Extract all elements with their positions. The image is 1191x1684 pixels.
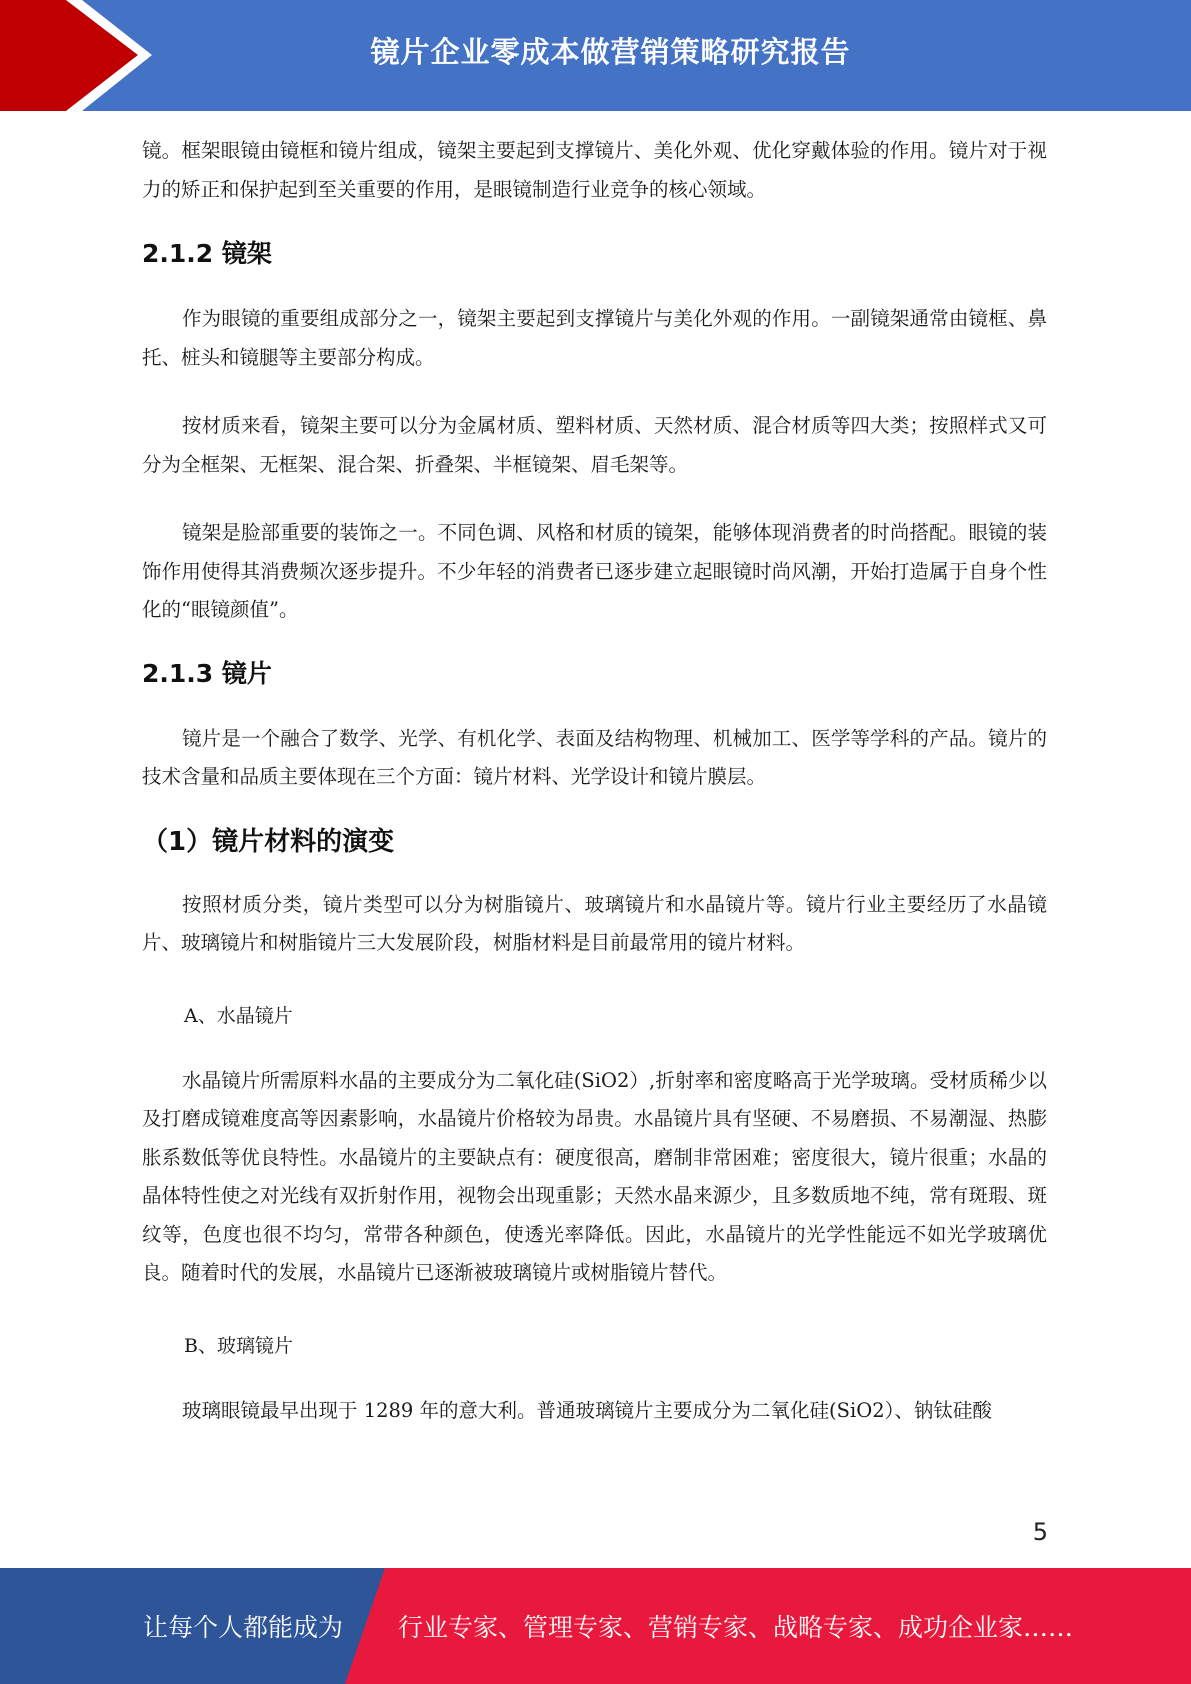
paragraph: 作为眼镜的重要组成部分之一，镜架主要起到支撑镜片与美化外观的作用。一副镜架通常由镜框、鼻托、桩头和镜腿等主要部分构成。 <box>142 307 1047 369</box>
item-label-b: B、玻璃镜片 <box>184 1334 293 1357</box>
item-label-a: A、水晶镜片 <box>184 1004 293 1027</box>
paragraph: 镜架是脸部重要的装饰之一。不同色调、风格和材质的镜架，能够体现消费者的时尚搭配。眼镜的装饰作用使得其消费频次逐步提升。不少年轻的消费者已逐步建立起眼镜时尚风潮，开始打造属于自身个性化的“眼镜颜值”。 <box>142 521 1047 621</box>
section-heading-2-1-2: 2.1.2 镜架 <box>142 239 272 268</box>
paragraph: 镜片是一个融合了数学、光学、有机化学、表面及结构物理、机械加工、医学等学科的产品。镜片的技术含量和品质主要体现在三个方面：镜片材料、光学设计和镜片膜层。 <box>142 726 1047 788</box>
paragraph: 玻璃眼镜最早出现于 1289 年的意大利。普通玻璃镜片主要成分为二氧化硅(SiO2）、钠钛硅酸 <box>182 1398 992 1422</box>
page-footer <box>0 1568 1191 1684</box>
page-header <box>0 0 1191 111</box>
footer-slogan-right: 行业专家、管理专家、营销专家、战略专家、成功企业家…… <box>398 1613 1074 1642</box>
paragraph: 按材质来看，镜架主要可以分为金属材质、塑料材质、天然材质、混合材质等四大类；按照样式又可分为全框架、无框架、混合架、折叠架、半框镜架、眉毛架等。 <box>142 414 1047 476</box>
page-number: 5 <box>1032 1518 1048 1546</box>
section-heading-2-1-3: 2.1.3 镜片 <box>142 658 272 688</box>
paragraph: 按照材质分类，镜片类型可以分为树脂镜片、玻璃镜片和水晶镜片等。镜片行业主要经历了水晶镜片、玻璃镜片和树脂镜片三大发展阶段，树脂材料是目前最常用的镜片材料。 <box>142 892 1047 954</box>
footer-slogan-left: 让每个人都能成为 <box>143 1613 344 1642</box>
document-body <box>142 132 1047 1430</box>
subsection-heading-1: （1）镜片材料的演变 <box>142 826 395 857</box>
intro-paragraph: 镜。框架眼镜由镜框和镜片组成，镜架主要起到支撑镜片、美化外观、优化穿戴体验的作用。镜片对于视力的矫正和保护起到至关重要的作用，是眼镜制造行业竞争的核心领域。 <box>142 139 1047 201</box>
report-title: 镜片企业零成本做营销策略研究报告 <box>370 34 851 69</box>
paragraph: 水晶镜片所需原料水晶的主要成分为二氧化硅(SiO2）,折射率和密度略高于光学玻璃。受材质稀少以及打磨成镜难度高等因素影响，水晶镜片价格较为昂贵。水晶镜片具有坚硬、不易磨损、不易潮湿、热膨胀系数低等优良特性。水晶镜片的主要缺点有：硬度很高，磨制非常困难；密度很大，镜片很重；水晶的晶体特性使之对光线有双折射作用，视物会出现重影；天然水晶来源少，且多数质地不纯，常有斑瑕、斑纹等，色度也很不均匀，常带各种颜色，使透光率降低。因此，水晶镜片的光学性能远不如光学玻璃优良。随着时代的发展，水晶镜片已逐渐被玻璃镜片或树脂镜片替代。 <box>142 1068 1047 1284</box>
